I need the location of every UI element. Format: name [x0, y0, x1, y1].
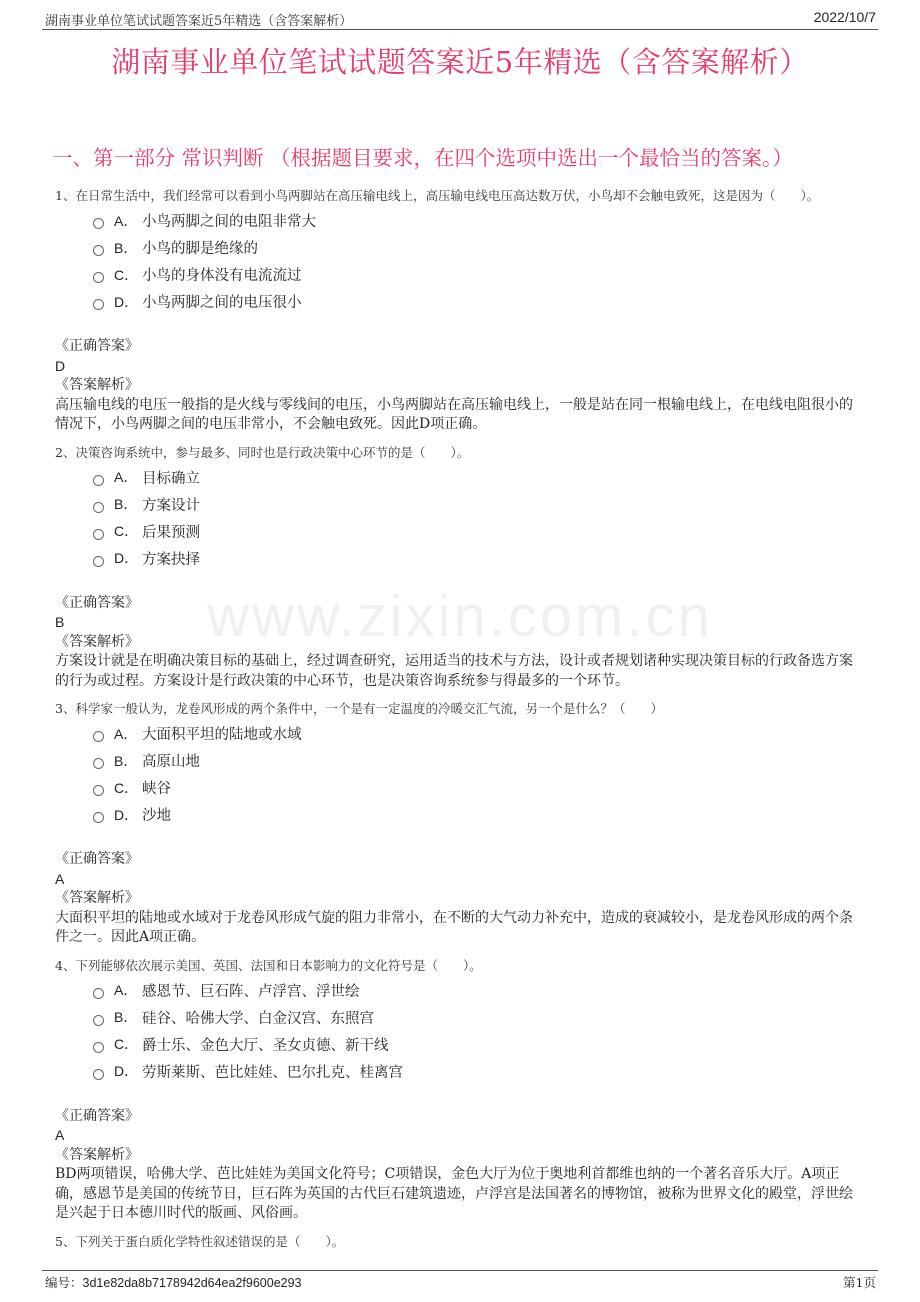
- header-divider: [42, 29, 878, 30]
- radio-icon[interactable]: [93, 272, 104, 283]
- option-label: A．: [114, 469, 138, 485]
- radio-icon[interactable]: [93, 529, 104, 540]
- footer-code-value: 3d1e82da8b7178942d64ea2f9600e293: [82, 1276, 302, 1290]
- options-list: [55, 977, 865, 1085]
- option-label: B．: [114, 239, 138, 256]
- explanation-text: 高压输电线的电压一般指的是火线与零线间的电压，小鸟两脚站在高压输电线上，一般是站在同一根输电线上，在电线电阻很小的情况下，小鸟两脚之间的电压非常小，不会触电致死。因此D项正确。: [55, 396, 853, 432]
- watermark: www.zixin.com.cn: [207, 584, 713, 649]
- explanation-label: 《答案解析》: [55, 377, 139, 393]
- document-title: 湖南事业单位笔试试题答案近5年精选（含答案解析）: [111, 45, 809, 79]
- answer-block: [55, 850, 865, 948]
- correct-answer: A: [55, 1127, 65, 1143]
- option-text: 目标确立: [142, 470, 200, 487]
- radio-icon[interactable]: [93, 785, 104, 796]
- option-label: D．: [114, 293, 139, 310]
- options-list: [55, 207, 865, 315]
- answer-label: 《正确答案》: [55, 594, 139, 611]
- option-text: 硅谷、哈佛大学、白金汉宫、东照宫: [142, 1010, 374, 1027]
- explanation-text: BD两项错误，哈佛大学、芭比娃娃为美国文化符号；C项错误，金色大厅为位于奥地利首都维也纳的一个著名音乐大厅。A项正确，感恩节是美国的传统节日，巨石阵为英国的古代巨石建筑遗迹，卢浮宫是法国著名的博物馆，被称为世界文化的殿堂，浮世绘是兴起于日本德川时代的版画、风俗画。: [55, 1166, 853, 1221]
- explanation-text: 大面积平坦的陆地或水域对于龙卷风形成气旋的阻力非常小，在不断的大气动力补充中，造成的衰减较小，是龙卷风形成的两个条件之一。因此A项正确。: [55, 909, 853, 945]
- radio-icon[interactable]: [93, 1015, 104, 1026]
- question-text: 1、在日常生活中，我们经常可以看到小鸟两脚站在高压输电线上，高压输电线电压高达数万伏，小鸟却不会触电致死，这是因为（ ）。: [55, 188, 820, 203]
- option-label: D．: [114, 1063, 139, 1079]
- option-text: 感恩节、巨石阵、卢浮宫、浮世绘: [142, 983, 360, 1000]
- option-d[interactable]: [93, 288, 865, 315]
- option-c[interactable]: [93, 774, 865, 801]
- option-b[interactable]: [93, 234, 865, 261]
- option-c[interactable]: [93, 261, 865, 288]
- option-b[interactable]: [93, 747, 865, 774]
- option-label: A．: [114, 212, 138, 229]
- option-label: D．: [114, 550, 139, 566]
- explanation-label: 《答案解析》: [55, 890, 139, 906]
- option-text: 方案设计: [142, 497, 200, 514]
- option-c[interactable]: [93, 1031, 865, 1058]
- option-a[interactable]: [93, 207, 865, 234]
- radio-icon[interactable]: [93, 502, 104, 513]
- option-label: B．: [114, 752, 138, 769]
- answer-label: 《正确答案》: [55, 1107, 139, 1124]
- question-text: 3、科学家一般认为，龙卷风形成的两个条件中，一个是有一定温度的冷暖交汇气流，另一个是什么？（ ）: [55, 701, 663, 716]
- option-text: 沙地: [142, 808, 171, 824]
- option-a[interactable]: [93, 720, 865, 747]
- options-list: [55, 720, 865, 828]
- page-footer: [0, 1262, 920, 1302]
- option-text: 小鸟的身体没有电流流过: [142, 268, 302, 284]
- correct-answer: B: [55, 614, 65, 630]
- page-header: [0, 0, 920, 30]
- option-d[interactable]: [93, 1058, 865, 1085]
- answer-label: 《正确答案》: [55, 338, 139, 354]
- option-text: 高原山地: [142, 754, 200, 770]
- question-5: [55, 1232, 865, 1252]
- option-label: B．: [114, 1009, 138, 1025]
- footer-code-label: 编号：: [45, 1275, 83, 1290]
- option-b[interactable]: [93, 1004, 865, 1031]
- radio-icon[interactable]: [93, 245, 104, 256]
- option-text: 爵士乐、金色大厅、圣女贞德、新干线: [142, 1037, 389, 1054]
- option-label: C．: [114, 266, 139, 283]
- radio-icon[interactable]: [93, 758, 104, 769]
- radio-icon[interactable]: [93, 556, 104, 567]
- option-a[interactable]: [93, 464, 865, 491]
- question-text: 5、下列关于蛋白质化学特性叙述错误的是（ ）。: [55, 1233, 345, 1249]
- header-date: 2022/10/7: [813, 9, 876, 25]
- option-d[interactable]: [93, 545, 865, 572]
- header-left-title: 湖南事业单位笔试试题答案近5年精选（含答案解析）: [45, 14, 353, 29]
- correct-answer: A: [55, 870, 65, 887]
- explanation-label: 《答案解析》: [55, 633, 139, 650]
- radio-icon[interactable]: [93, 731, 104, 742]
- option-text: 峡谷: [142, 781, 171, 797]
- question-4: [55, 956, 865, 1224]
- radio-icon[interactable]: [93, 812, 104, 823]
- option-label: A．: [114, 982, 138, 998]
- answer-label: 《正确答案》: [55, 851, 139, 867]
- option-text: 小鸟的脚是绝缘的: [142, 241, 258, 257]
- option-text: 大面积平坦的陆地或水域: [142, 727, 302, 743]
- option-b[interactable]: [93, 491, 865, 518]
- answer-block: [55, 594, 865, 692]
- option-label: C．: [114, 523, 139, 539]
- option-label: D．: [114, 806, 139, 823]
- question-2: [55, 443, 865, 692]
- question-text: 4、下列能够依次展示美国、英国、法国和日本影响力的文化符号是（ ）。: [55, 957, 482, 973]
- option-text: 小鸟两脚之间的电压很小: [142, 295, 302, 311]
- question-3: [55, 699, 865, 948]
- radio-icon[interactable]: [93, 988, 104, 999]
- page-number: 第1页: [843, 1275, 876, 1290]
- radio-icon[interactable]: [93, 1069, 104, 1080]
- option-text: 方案抉择: [142, 551, 200, 568]
- option-label: B．: [114, 496, 138, 512]
- radio-icon[interactable]: [93, 475, 104, 486]
- footer-divider: [42, 1270, 878, 1271]
- section-heading: 一、第一部分 常识判断 （根据题目要求，在四个选项中选出一个最恰当的答案。）: [52, 146, 793, 170]
- option-c[interactable]: [93, 518, 865, 545]
- footer-code: [45, 1273, 302, 1291]
- option-text: 后果预测: [142, 524, 200, 541]
- option-a[interactable]: [93, 977, 865, 1004]
- radio-icon[interactable]: [93, 1042, 104, 1053]
- question-1: [55, 186, 865, 435]
- question-list: [55, 186, 865, 1260]
- radio-icon[interactable]: [93, 218, 104, 229]
- option-label: C．: [114, 1036, 139, 1052]
- answer-block: [55, 337, 865, 435]
- question-text: 2、决策咨询系统中，参与最多、同时也是行政决策中心环节的是（ ）。: [55, 444, 470, 460]
- correct-answer: D: [55, 357, 66, 374]
- option-d[interactable]: [93, 801, 865, 828]
- option-label: C．: [114, 779, 139, 796]
- answer-block: [55, 1107, 865, 1224]
- option-label: A．: [114, 725, 138, 742]
- explanation-text: 方案设计就是在明确决策目标的基础上，经过调查研究，运用适当的技术与方法，设计或者规划诸种实现决策目标的行政备选方案的行为或过程。方案设计是行政决策的中心环节，也是决策咨询系统参与得最多的一个环节。: [55, 653, 853, 689]
- explanation-label: 《答案解析》: [55, 1146, 139, 1163]
- option-text: 小鸟两脚之间的电阻非常大: [142, 214, 316, 230]
- option-text: 劳斯莱斯、芭比娃娃、巴尔扎克、桂离宫: [142, 1064, 403, 1081]
- radio-icon[interactable]: [93, 299, 104, 310]
- options-list: [55, 464, 865, 572]
